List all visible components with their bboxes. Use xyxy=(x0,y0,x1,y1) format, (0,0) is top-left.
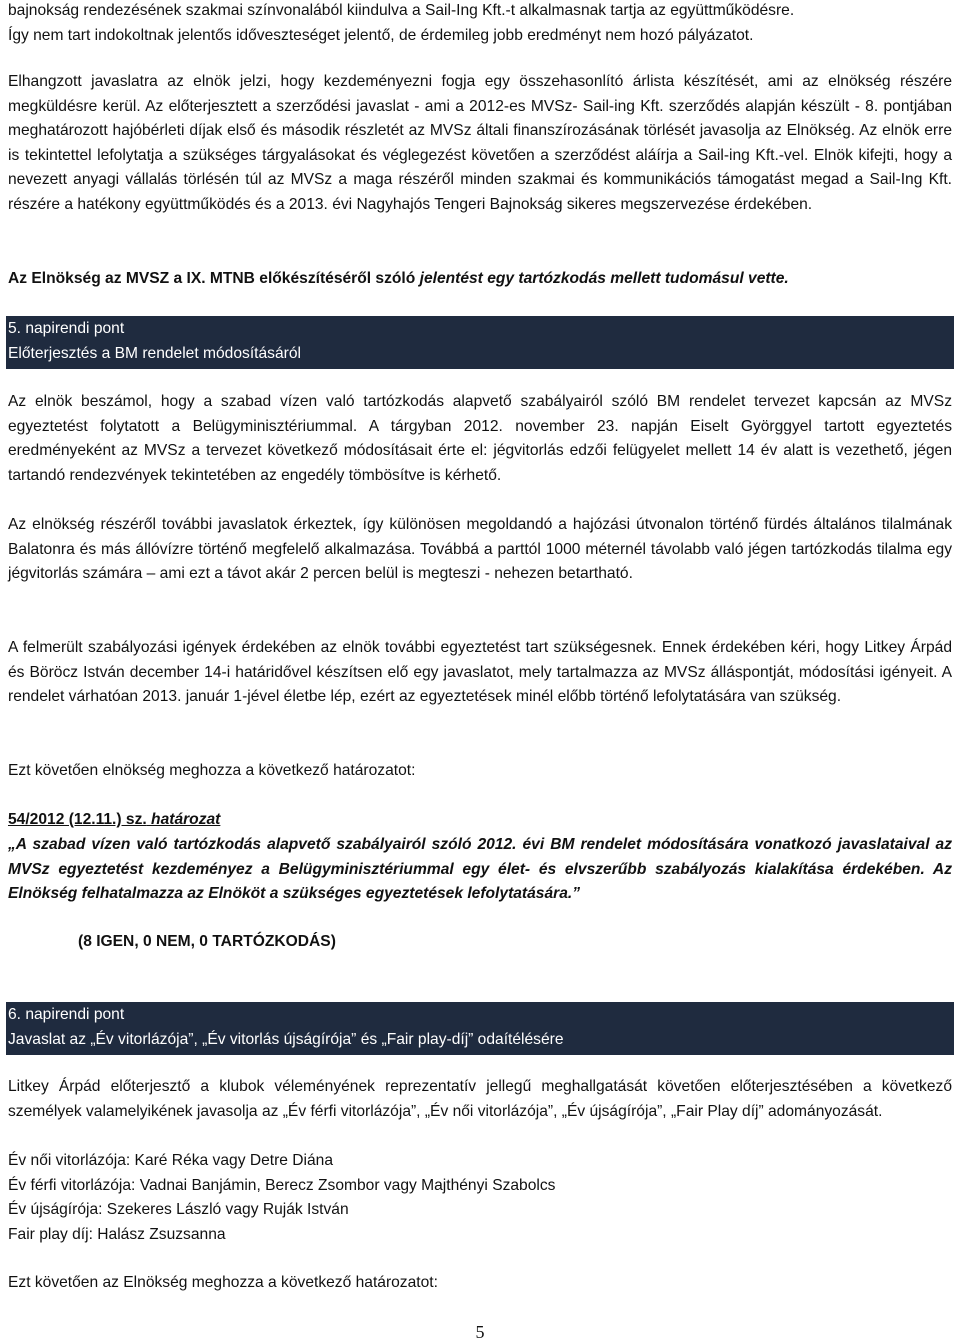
page-number: 5 xyxy=(475,1322,485,1342)
mtnb-decision xyxy=(8,267,952,292)
resolution-number: 54/2012 (12.11.) sz. xyxy=(8,811,147,828)
agenda-item-6-title: Javaslat az „Év vitorlázója”, „Év vitorlás újságírója” és „Fair play-díj” odaítélésére xyxy=(8,1030,564,1048)
mtnb-decision-bold: Az Elnökség az MVSZ a IX. MTNB előkészítéséről szóló xyxy=(8,270,420,287)
paragraph-text: Az elnök beszámol, hogy a szabad vízen való tartózkodás alapvető szabályairól szóló BM rendelet tervezet kapcsán az MVSz egyeztetést folytatott a Belügyminisztériummal. A tárgyban 2012. november 23. napján Eiselt Györggyel tartott egyeztetés eredményeként az MVSz a tervezet következő módosításait érte el: jégvitorlás edzői felügyelet mellett 14 év alatt is vezethető, jégen tartandó rendezvények tekintetében az engedély tömbösítve is kérhető. xyxy=(8,393,952,484)
paragraph-text: Ezt követően az Elnökség meghozza a következő határozatot: xyxy=(8,1274,438,1291)
resolution-body xyxy=(8,833,952,907)
nominee-list xyxy=(8,1149,952,1247)
agenda-item-5-number: 5. napirendi pont xyxy=(8,320,125,337)
paragraph-text: Litkey Árpád előterjesztő a klubok véleményének reprezentatív jellegű meghallgatását követően előterjesztésében a következő személyek valamelyikének javasolja az „Év férfi vitorlázója”, „Év női vitorlázója”, „Év újságírója”, „Fair Play díj” adományozását. xyxy=(8,1078,952,1120)
agenda-item-6-banner xyxy=(6,1002,954,1055)
paragraph-text: A felmerült szabályozási igények érdekében az elnök további egyeztetést tart szükségesnek. Ennek érdekében kéri, hogy Litkey Árpád és Böröcz István december 14-i határidővel készítsen elő egy javaslatot, mely tartalmazza az MVSz álláspontját, módosítási igényeit. A rendelet várhatóan 2013. január 1-jével életbe lép, ezért az egyeztetések minél előbb történő lefolytatására van szükség. xyxy=(8,639,952,706)
intro-block xyxy=(8,0,952,48)
resolution-vote xyxy=(78,930,952,955)
nominee-item: Év férfi vitorlázója: Vadnai Banjámin, Berecz Zsombor vagy Majthényi Szabolcs xyxy=(8,1176,556,1194)
resolution-text: „A szabad vízen való tartózkodás alapvető szabályairól szóló 2012. évi BM rendelet módosítására vonatkozó javaslataival az MVSz egyeztetést kezdeményez a Belügyminisztériummal egy élet- és elvszerűbb szabályozás kialakítása érdekében. Az Elnökség felhatalmazza az Elnököt a szükséges egyeztetések lefolytatására.” xyxy=(8,836,952,903)
intro-line-2: Így nem tart indokoltnak jelentős időveszteséget jelentő, de érdemileg jobb eredményt nem hozó pályázatot. xyxy=(8,26,754,44)
vote-count: (8 IGEN, 0 NEM, 0 TARTÓZKODÁS) xyxy=(78,933,336,950)
agenda-item-6-number: 6. napirendi pont xyxy=(8,1006,125,1023)
paragraph-resolution-intro xyxy=(8,759,952,784)
paragraph-awards-proposal xyxy=(8,1075,952,1124)
mtnb-decision-italic: jelentést egy tartózkodás mellett tudomásul vette. xyxy=(419,270,789,287)
paragraph-regulation-needs xyxy=(8,636,952,710)
nominee-item: Év újságírója: Szekeres László vagy Ruják István xyxy=(8,1201,349,1219)
resolution-heading xyxy=(8,808,952,833)
paragraph-text: Elhangzott javaslatra az elnök jelzi, hogy kezdeményezni fogja egy összehasonlító árlista készítését, ami az elnökség részére megküldésre kerül. Az előterjesztett a szerződési javaslat - ami a 2012-es MVSz- Sail-ing Kft. szerződés alapján készült - 8. pontjában meghatározott hajóbérleti díjak első és második részletét az MVSz általi finanszírozásának törlését javasolja az Elnökség. Az elnök erre is tekintettel lefolytatja a szükséges tárgyalásokat és véglegezést követően a szerződést aláírja a Sail-ing Kft.-vel. Elnök kifejti, hogy a nevezett anyagi vállalás törlésén túl az MVSz a maga részéről minden szakmai és kommunikációs támogatást megad a Sail-Ing Kft. részére a hatékony együttműködés és a 2013. évi Nagyhajós Tengeri Bajnokság sikeres megszervezése érdekében. xyxy=(8,73,952,213)
paragraph-text: Ezt követően elnökség meghozza a következő határozatot: xyxy=(8,762,416,779)
paragraph-proposals xyxy=(8,513,952,587)
intro-line-1: bajnokság rendezésének szakmai színvonalából kiindulva a Sail-Ing Kft.-t alkalmasnak tartja az együttműködésre. xyxy=(8,2,795,19)
paragraph-awards-resolution-intro xyxy=(8,1271,952,1296)
nominee-item: Év női vitorlázója: Karé Réka vagy Detre Diána xyxy=(8,1152,334,1169)
paragraph-price-list xyxy=(8,70,952,218)
agenda-item-5-banner xyxy=(6,316,954,369)
resolution-label: határozat xyxy=(146,811,221,828)
paragraph-text: Az elnökség részéről további javaslatok érkeztek, így különösen megoldandó a hajózási útvonalon történő fürdés általános tilalmának Balatonra és más állóvízre történő megfelelő alkalmazása. Továbbá a parttól 1000 méternél távolabb való jégen tartózkodás tilalma egy jégvitorlás számára – ami ezt a távot akár 2 percen belül is megteszi - nehezen betartható. xyxy=(8,516,952,583)
paragraph-bm-report xyxy=(8,390,952,488)
agenda-item-5-title: Előterjesztés a BM rendelet módosításáról xyxy=(8,344,301,362)
nominee-item: Fair play díj: Halász Zsuzsanna xyxy=(8,1225,226,1243)
